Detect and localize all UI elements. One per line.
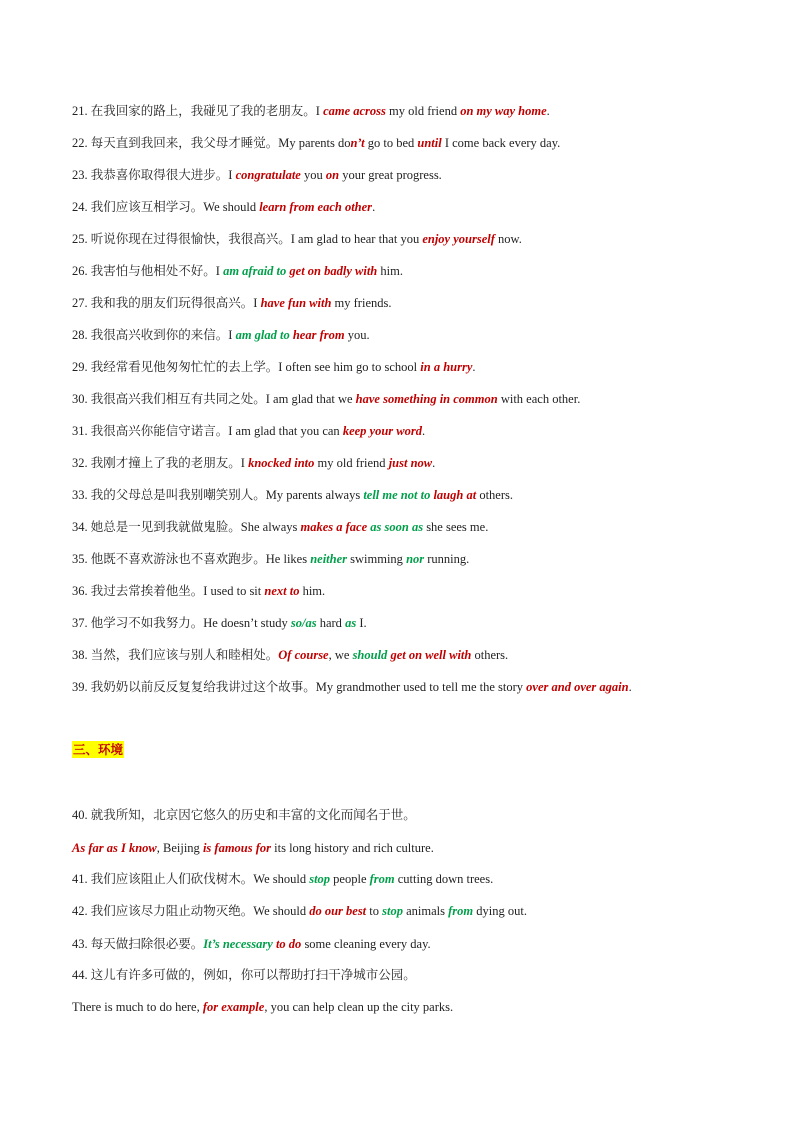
- chinese-sentence: 他学习不如我努力。: [90, 615, 204, 630]
- sentence-text: 35.: [72, 552, 91, 566]
- key-phrase: to do: [275, 937, 302, 951]
- chinese-sentence: 每天做扫除很必要。: [90, 936, 204, 951]
- sentence-text: 38.: [72, 648, 91, 662]
- sentence-text: she sees me.: [423, 520, 489, 534]
- sentence-line: [72, 391, 762, 407]
- key-phrase: just now: [388, 456, 433, 470]
- key-phrase: stop: [309, 872, 331, 886]
- chinese-sentence: 我害怕与他相处不好。: [90, 263, 216, 278]
- sentence-text: dying out.: [473, 904, 527, 918]
- chinese-sentence: 我们应该互相学习。: [90, 199, 204, 214]
- sentence-text: 36.: [72, 584, 91, 598]
- sentence-line: [72, 967, 762, 983]
- chinese-sentence: 我奶奶以前反反复复给我讲过这个故事。: [90, 679, 316, 694]
- chinese-sentence: 每天直到我回来，我父母才睡觉。: [90, 135, 279, 150]
- sentence-text: go to bed: [364, 136, 418, 150]
- key-phrase: have something in common: [355, 392, 498, 406]
- sentence-text: .: [432, 456, 436, 470]
- sentence-text: 30.: [72, 392, 91, 406]
- sentence-text: 40.: [72, 808, 91, 822]
- sentence-text: 39.: [72, 680, 91, 694]
- sentence-line: [72, 583, 762, 599]
- chinese-sentence: 我们应该阻止人们砍伐树木。: [90, 871, 254, 886]
- key-phrase: nor: [406, 552, 425, 566]
- key-phrase: should: [352, 648, 388, 662]
- sentence-line: [72, 103, 762, 119]
- sentence-text: My grandmother used to tell me the story: [315, 680, 527, 694]
- key-phrase: congratulate: [235, 168, 301, 182]
- chinese-sentence: 我和我的朋友们玩得很高兴。: [90, 295, 254, 310]
- sentence-text: .: [628, 680, 632, 694]
- key-phrase: n’t: [350, 136, 365, 150]
- sentence-text: My parents always: [265, 488, 364, 502]
- key-phrase: makes a face: [300, 520, 368, 534]
- chinese-sentence: 我经常看见他匆匆忙忙的去上学。: [90, 359, 279, 374]
- sentence-text: I come back every day.: [441, 136, 561, 150]
- sentence-text: my friends.: [331, 296, 392, 310]
- key-phrase: learn from each other: [259, 200, 373, 214]
- sentence-text: We should: [253, 872, 310, 886]
- sentence-text: my old friend: [385, 104, 461, 118]
- sentence-text: , Beijing: [156, 841, 203, 855]
- key-phrase: from: [369, 872, 395, 886]
- chinese-sentence: 就我所知，北京因它悠久的历史和丰富的文化而闻名于世。: [90, 807, 416, 822]
- key-phrase: do our best: [309, 904, 367, 918]
- sentence-text: 42.: [72, 904, 91, 918]
- sentence-text: people: [330, 872, 370, 886]
- sentence-text: you.: [344, 328, 370, 342]
- sentence-text: to: [366, 904, 383, 918]
- chinese-sentence: 当然，我们应该与别人和睦相处。: [90, 647, 279, 662]
- section-heading: 三、环境: [73, 742, 124, 757]
- sentence-line: [72, 519, 762, 535]
- key-phrase: in a hurry: [420, 360, 473, 374]
- sentence-text: 32.: [72, 456, 91, 470]
- sentence-line: [72, 359, 762, 375]
- sentence-line: [72, 231, 762, 247]
- key-phrase: as soon as: [370, 520, 424, 534]
- sentence-text: hard: [316, 616, 346, 630]
- sentence-text: I am glad that we: [265, 392, 356, 406]
- sentence-text: now.: [494, 232, 522, 246]
- sentence-text: others.: [476, 488, 513, 502]
- sentence-text: my old friend: [314, 456, 389, 470]
- chinese-sentence: 在我回家的路上，我碰见了我的老朋友。: [90, 103, 316, 118]
- sentence-text: I often see him go to school: [278, 360, 421, 374]
- sentence-line: [72, 295, 762, 311]
- sentence-text: My parents do: [278, 136, 351, 150]
- sentence-text: cutting down trees.: [394, 872, 494, 886]
- sentence-text: There is much to do here,: [72, 1000, 203, 1014]
- sentence-line: [72, 199, 762, 215]
- chinese-sentence: 我恭喜你取得很大进步。: [90, 167, 229, 182]
- key-phrase: from: [448, 904, 474, 918]
- chinese-sentence: 我刚才撞上了我的老朋友。: [90, 455, 241, 470]
- chinese-sentence: 他既不喜欢游泳也不喜欢跑步。: [90, 551, 266, 566]
- sentence-text: 27.: [72, 296, 91, 310]
- chinese-sentence: 我的父母总是叫我别嘲笑别人。: [90, 487, 266, 502]
- sentence-text: others.: [471, 648, 509, 662]
- sentence-text: 37.: [72, 616, 91, 630]
- sentence-text: running.: [424, 552, 470, 566]
- key-phrase: laugh at: [433, 488, 477, 502]
- sentence-text: 26.: [72, 264, 91, 278]
- sentence-text: 24.: [72, 200, 91, 214]
- key-phrase: on: [325, 168, 340, 182]
- sentence-text: him.: [377, 264, 403, 278]
- sentence-text: .: [372, 200, 376, 214]
- sentence-line: [72, 807, 762, 823]
- sentence-text: some cleaning every day.: [301, 937, 431, 951]
- sentence-text: We should: [253, 904, 310, 918]
- sentence-line: [72, 615, 762, 631]
- sentence-text: 43.: [72, 937, 91, 951]
- sentence-text: , we: [328, 648, 353, 662]
- chinese-sentence: 我很高兴你能信守诺言。: [90, 423, 229, 438]
- sentence-line: [72, 840, 762, 856]
- key-phrase: neither: [310, 552, 348, 566]
- sentence-line: [72, 871, 762, 887]
- key-phrase: am glad to: [235, 328, 290, 342]
- sentence-text: I: [253, 296, 261, 310]
- sentence-text: its long history and rich culture.: [271, 841, 434, 855]
- sentence-line: [72, 487, 762, 503]
- sentence-text: We should: [203, 200, 260, 214]
- sentence-text: 29.: [72, 360, 91, 374]
- chinese-sentence: 我过去常挨着他坐。: [90, 583, 204, 598]
- key-phrase: knocked into: [248, 456, 315, 470]
- sentence-text: with each other.: [497, 392, 581, 406]
- chinese-sentence: 我很高兴收到你的来信。: [90, 327, 229, 342]
- sentence-line: [72, 647, 762, 663]
- sentence-text: , you can help clean up the city parks.: [264, 1000, 454, 1014]
- key-phrase: As far as I know: [72, 841, 157, 855]
- sentence-text: you: [300, 168, 326, 182]
- key-phrase: is famous for: [202, 841, 272, 855]
- sentence-text: your great progress.: [339, 168, 442, 182]
- chinese-sentence: 我们应该尽力阻止动物灭绝。: [90, 903, 254, 918]
- key-phrase: get on well with: [390, 648, 472, 662]
- sentence-text: 33.: [72, 488, 91, 502]
- key-phrase: over and over again: [526, 680, 629, 694]
- key-phrase: hear from: [292, 328, 345, 342]
- sentence-text: I: [240, 456, 249, 470]
- sentence-line: [72, 167, 762, 183]
- key-phrase: tell me not to: [363, 488, 431, 502]
- chinese-sentence: 这儿有许多可做的，例如，你可以帮助打扫干净城市公园。: [90, 967, 416, 982]
- sentence-text: .: [421, 424, 426, 438]
- key-phrase: have fun with: [260, 296, 332, 310]
- key-phrase: stop: [382, 904, 403, 918]
- key-phrase: for example: [202, 1000, 265, 1014]
- key-phrase: It’s necessary: [203, 937, 273, 951]
- sentence-text: him.: [299, 584, 326, 598]
- sentence-text: I: [228, 328, 236, 342]
- key-phrase: so/as: [290, 616, 317, 630]
- sentence-text: I am glad to hear that you: [290, 232, 423, 246]
- sentence-text: 21.: [72, 104, 91, 118]
- sentence-line: [72, 679, 762, 695]
- sentence-text: 28.: [72, 328, 91, 342]
- sentence-line: [72, 903, 762, 919]
- sentence-text: 25.: [72, 232, 91, 246]
- sentence-text: .: [546, 104, 550, 118]
- sentence-text: He likes: [265, 552, 311, 566]
- sentence-line: [72, 423, 762, 439]
- sentence-text: swimming: [347, 552, 407, 566]
- sentence-text: I: [215, 264, 224, 278]
- key-phrase: came across: [323, 104, 386, 118]
- key-phrase: enjoy yourself: [422, 232, 495, 246]
- sentence-line: [72, 999, 762, 1015]
- sentence-text: animals: [402, 904, 449, 918]
- sentence-text: 41.: [72, 872, 91, 886]
- key-phrase: keep your word: [342, 424, 422, 438]
- sentence-text: 34.: [72, 520, 91, 534]
- key-phrase: on my way home: [460, 104, 547, 118]
- sentence-text: He doesn’t study: [203, 616, 291, 630]
- key-phrase: until: [417, 136, 442, 150]
- sentence-text: 23.: [72, 168, 91, 182]
- key-phrase: next to: [264, 584, 300, 598]
- sentence-text: 31.: [72, 424, 91, 438]
- sentence-text: I: [228, 168, 236, 182]
- sentence-text: She always: [240, 520, 301, 534]
- sentence-text: .: [472, 360, 476, 374]
- key-phrase: as: [345, 616, 357, 630]
- sentence-line: [72, 327, 762, 343]
- sentence-line: [72, 455, 762, 471]
- chinese-sentence: 听说你现在过得很愉快，我很高兴。: [90, 231, 291, 246]
- sentence-text: I.: [356, 616, 367, 630]
- key-phrase: get on badly with: [289, 264, 378, 278]
- sentence-text: I am glad that you can: [228, 424, 343, 438]
- sentence-text: 22.: [72, 136, 91, 150]
- chinese-sentence: 我很高兴我们相互有共同之处。: [90, 391, 266, 406]
- sentence-text: I used to sit: [203, 584, 265, 598]
- sentence-line: [72, 135, 762, 151]
- chinese-sentence: 她总是一见到我就做鬼脸。: [90, 519, 241, 534]
- key-phrase: am afraid to: [223, 264, 287, 278]
- sentence-text: I: [315, 104, 324, 118]
- sentence-text: 44.: [72, 968, 91, 982]
- sentence-line: [72, 936, 762, 952]
- sentence-line: [72, 551, 762, 567]
- key-phrase: Of course: [278, 648, 329, 662]
- sentence-line: [72, 263, 762, 279]
